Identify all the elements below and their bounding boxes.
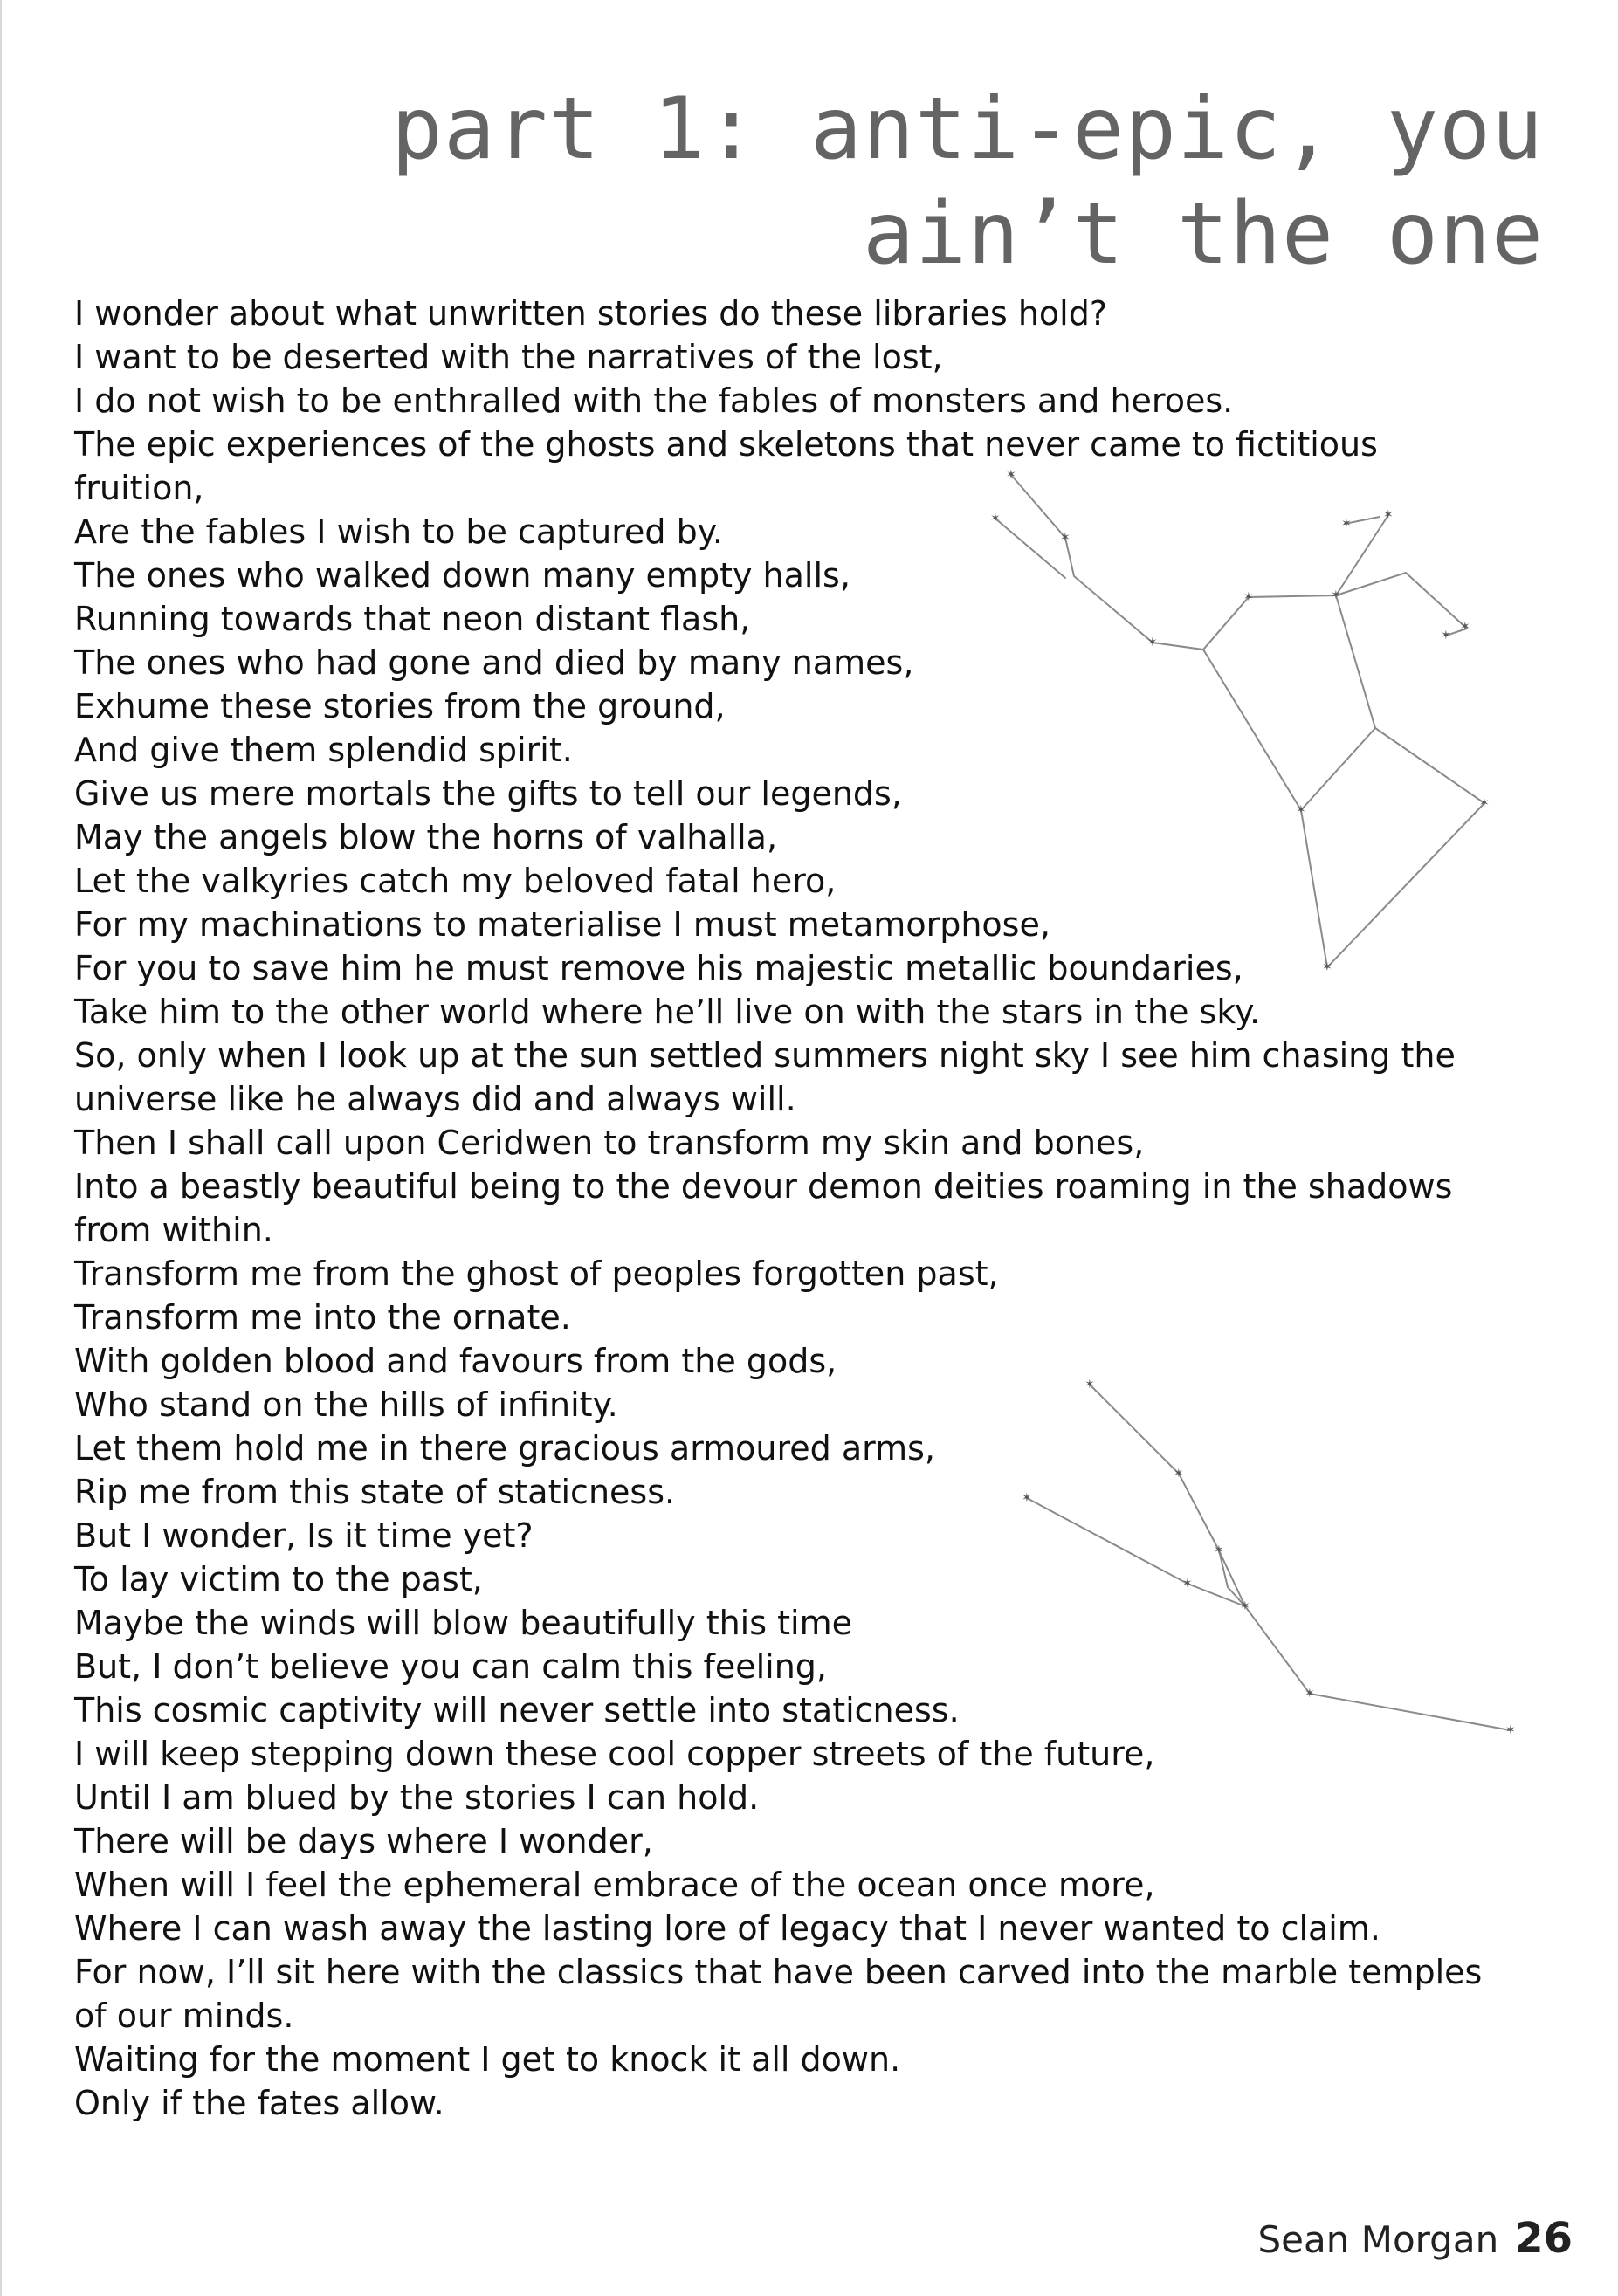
poem-line: Are the fables I wish to be captured by.	[74, 512, 723, 551]
author-name: Sean Morgan	[1257, 2218, 1499, 2261]
poem-line: I will keep stepping down these cool copper streets of the future,	[74, 1735, 1155, 1773]
poem-line: I do not wish to be enthralled with the fables of monsters and heroes.	[74, 382, 1234, 420]
poem-line: Into a beastly beautiful being to the devour demon deities roaming in the shadows	[74, 1167, 1453, 1206]
page-title	[234, 77, 1544, 286]
poem-line: of our minds.	[74, 1997, 294, 2035]
poem-line: Where I can wash away the lasting lore of legacy that I never wanted to claim.	[74, 1909, 1380, 1948]
svg-text:✶: ✶	[1174, 1467, 1184, 1481]
poem-line: Give us mere mortals the gifts to tell our legends,	[74, 774, 902, 813]
poem-line: Who stand on the hills of infinity.	[74, 1385, 618, 1424]
poem-line: Waiting for the moment I get to knock it all down.	[74, 2040, 901, 2079]
svg-text:✶: ✶	[1060, 531, 1071, 545]
poem-line: Take him to the other world where he’ll live on with the stars in the sky.	[74, 993, 1261, 1031]
poem-line: With golden blood and favours from the gods,	[74, 1342, 837, 1380]
page-edge-rule	[0, 0, 2, 2296]
svg-text:✶: ✶	[1022, 1491, 1032, 1505]
svg-text:✶: ✶	[1383, 508, 1394, 522]
poem-line: This cosmic captivity will never settle into staticness.	[74, 1691, 960, 1729]
svg-text:✶: ✶	[1296, 803, 1306, 817]
svg-text:✶: ✶	[990, 512, 1001, 526]
poem-line: But I wonder, Is it time yet?	[74, 1516, 534, 1555]
poem-body	[74, 292, 1576, 2125]
poem-line: I want to be deserted with the narratives of the lost,	[74, 338, 943, 376]
svg-text:✶: ✶	[1084, 1378, 1095, 1392]
poem-line: from within.	[74, 1211, 273, 1249]
svg-text:✶: ✶	[1341, 517, 1352, 531]
poem-line: Then I shall call upon Ceridwen to transform my skin and bones,	[74, 1124, 1145, 1162]
poem-line: And give them splendid spirit.	[74, 731, 573, 769]
poem-line: fruition,	[74, 469, 204, 507]
poem-line: For you to save him he must remove his majestic metallic boundaries,	[74, 949, 1243, 987]
poem-line: Running towards that neon distant flash,	[74, 600, 751, 638]
poem-line: When will I feel the ephemeral embrace of the ocean once more,	[74, 1866, 1155, 1904]
poem-line: The ones who walked down many empty halls,	[74, 556, 850, 595]
svg-text:✶: ✶	[1240, 1599, 1250, 1613]
svg-text:✶: ✶	[1147, 636, 1158, 650]
poem-line: Transform me into the ornate.	[74, 1298, 571, 1337]
poem-line: I wonder about what unwritten stories do these libraries hold?	[74, 294, 1108, 333]
poem-line: To lay victim to the past,	[74, 1560, 483, 1598]
poem-line: There will be days where I wonder,	[74, 1822, 653, 1860]
poem-line: Let them hold me in there gracious armoured arms,	[74, 1429, 935, 1468]
svg-text:✶: ✶	[1505, 1723, 1516, 1737]
poem-line: But, I don’t believe you can calm this feeling,	[74, 1647, 827, 1686]
poem-line: Maybe the winds will blow beautifully this time	[74, 1604, 852, 1642]
svg-text:✶: ✶	[1006, 468, 1016, 482]
page-footer	[1258, 2214, 1573, 2263]
svg-text:✶: ✶	[1214, 1543, 1224, 1557]
svg-text:✶: ✶	[1331, 588, 1341, 602]
poem-line: The epic experiences of the ghosts and skeletons that never came to fictitious	[74, 425, 1378, 464]
poem-line: Only if the fates allow.	[74, 2084, 444, 2122]
svg-text:✶: ✶	[1322, 960, 1332, 974]
poem-line: Rip me from this state of staticness.	[74, 1473, 676, 1511]
poem-line: May the angels blow the horns of valhalla,	[74, 818, 778, 856]
svg-text:✶: ✶	[1441, 629, 1451, 643]
poem-line: Let the valkyries catch my beloved fatal hero,	[74, 862, 837, 900]
svg-text:✶: ✶	[1460, 620, 1470, 634]
poem-line: Until I am blued by the stories I can hold.	[74, 1778, 760, 1817]
svg-text:✶: ✶	[1243, 590, 1254, 604]
poem-line: For my machinations to materialise I must metamorphose,	[74, 905, 1050, 944]
poem-line: For now, I’ll sit here with the classics that have been carved into the marble temples	[74, 1953, 1483, 1991]
poem-line: So, only when I look up at the sun settled summers night sky I see him chasing the	[74, 1036, 1456, 1075]
svg-text:✶: ✶	[1182, 1577, 1193, 1591]
title-line-2: ain’t the one	[862, 184, 1544, 284]
svg-text:✶: ✶	[1479, 796, 1490, 810]
poem-line: Exhume these stories from the ground,	[74, 687, 726, 725]
page-number: 26	[1514, 2214, 1573, 2263]
poem-line: Transform me from the ghost of peoples forgotten past,	[74, 1255, 999, 1293]
poem-line: universe like he always did and always will.	[74, 1080, 796, 1118]
poem-line: The ones who had gone and died by many names,	[74, 643, 914, 682]
svg-text:✶: ✶	[1305, 1687, 1315, 1701]
title-line-1: part 1: anti-epic, you	[390, 79, 1544, 179]
